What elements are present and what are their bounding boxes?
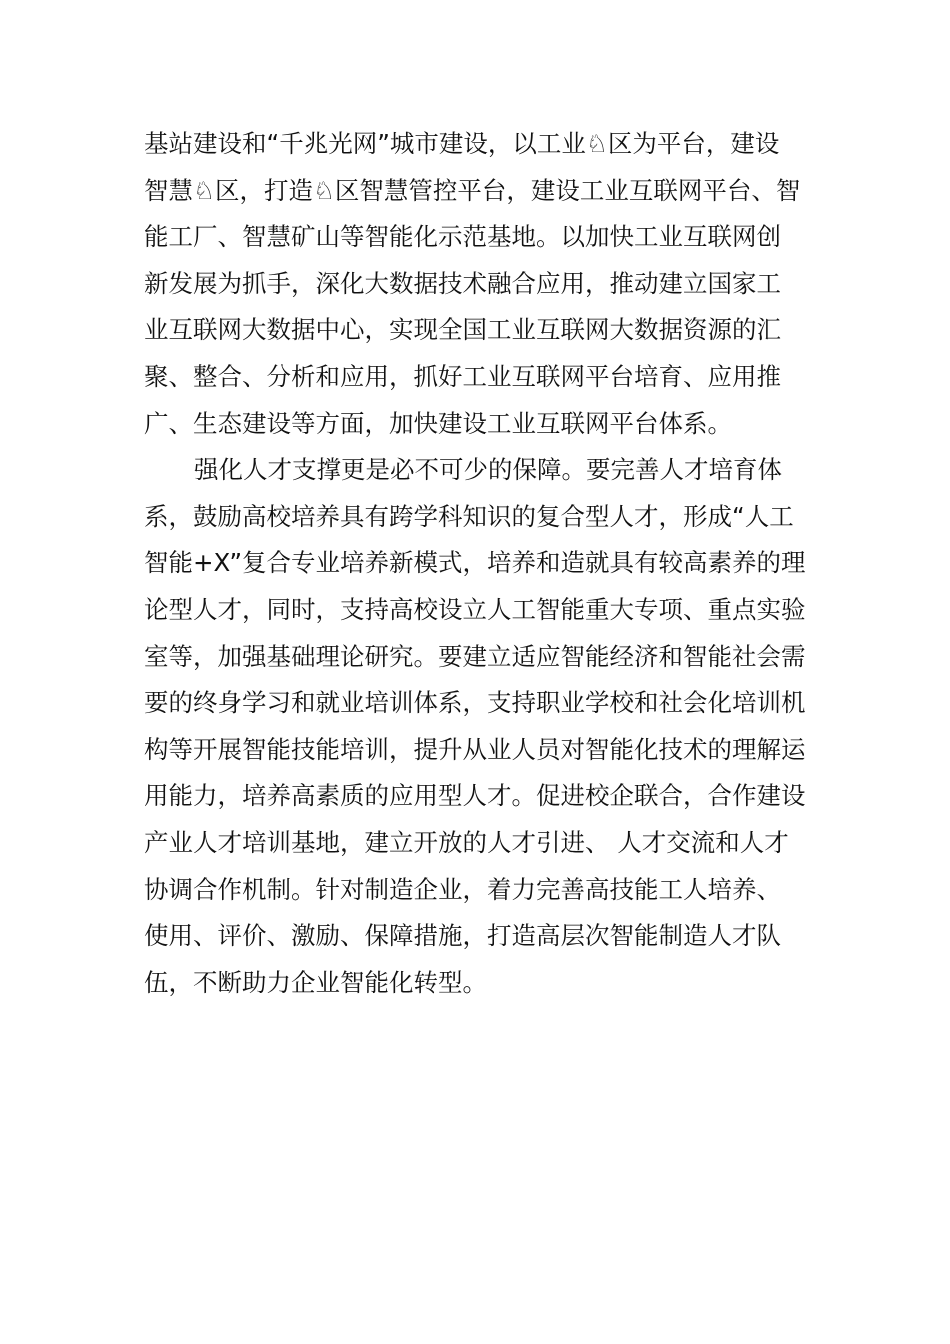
text-line: 伍，不断助力企业智能化转型。 <box>144 967 487 997</box>
text-line: 论型人才，同时，支持高校设立人工智能重大专项、重点实验 <box>144 594 806 624</box>
text-line: 系，鼓励高校培养具有跨学科知识的复合型人才，形成“人工 <box>144 501 794 531</box>
paragraph-2 <box>144 447 824 1006</box>
text-line: 使用、评价、激励、保障措施，打造高层次智能制造人才队 <box>144 921 781 951</box>
text-line-indented: 强化人才支撑更是必不可少的保障。要完善人才培育体 <box>194 455 782 485</box>
text-line: 广、生态建设等方面，加快建设工业互联网平台体系。 <box>144 408 732 438</box>
text-line: 协调合作机制。针对制造企业，着力完善高技能工人培养、 <box>144 874 781 904</box>
text-line: 构等开展智能技能培训，提升从业人员对智能化技术的理解运 <box>144 734 806 764</box>
text-line: 智慧♘区，打造♘区智慧管控平台，建设工业互联网平台、智 <box>144 175 801 205</box>
text-line: 新发展为抓手，深化大数据技术融合应用，推动建立国家工 <box>144 268 781 298</box>
text-line: 业互联网大数据中心，实现全国工业互联网大数据资源的汇 <box>144 315 781 345</box>
body-text <box>144 121 824 1006</box>
text-line: 基站建设和“千兆光网”城市建设，以工业♘区为平台，建设 <box>144 129 780 158</box>
text-line: 室等，加强基础理论研究。要建立适应智能经济和智能社会需 <box>144 641 806 671</box>
paragraph-1 <box>144 121 824 447</box>
text-line: 用能力，培养高素质的应用型人才。促进校企联合，合作建设 <box>144 781 806 811</box>
text-line: 智能+X”复合专业培养新模式，培养和造就具有较高素养的理 <box>144 548 806 578</box>
text-line: 产业人才培训基地，建立开放的人才引进、 人才交流和人才 <box>144 827 789 857</box>
text-line: 要的终身学习和就业培训体系，支持职业学校和社会化培训机 <box>144 688 806 718</box>
text-line: 聚、整合、分析和应用，抓好工业互联网平台培育、应用推 <box>144 361 781 391</box>
text-line: 能工厂、智慧矿山等智能化示范基地。以加快工业互联网创 <box>144 222 781 252</box>
